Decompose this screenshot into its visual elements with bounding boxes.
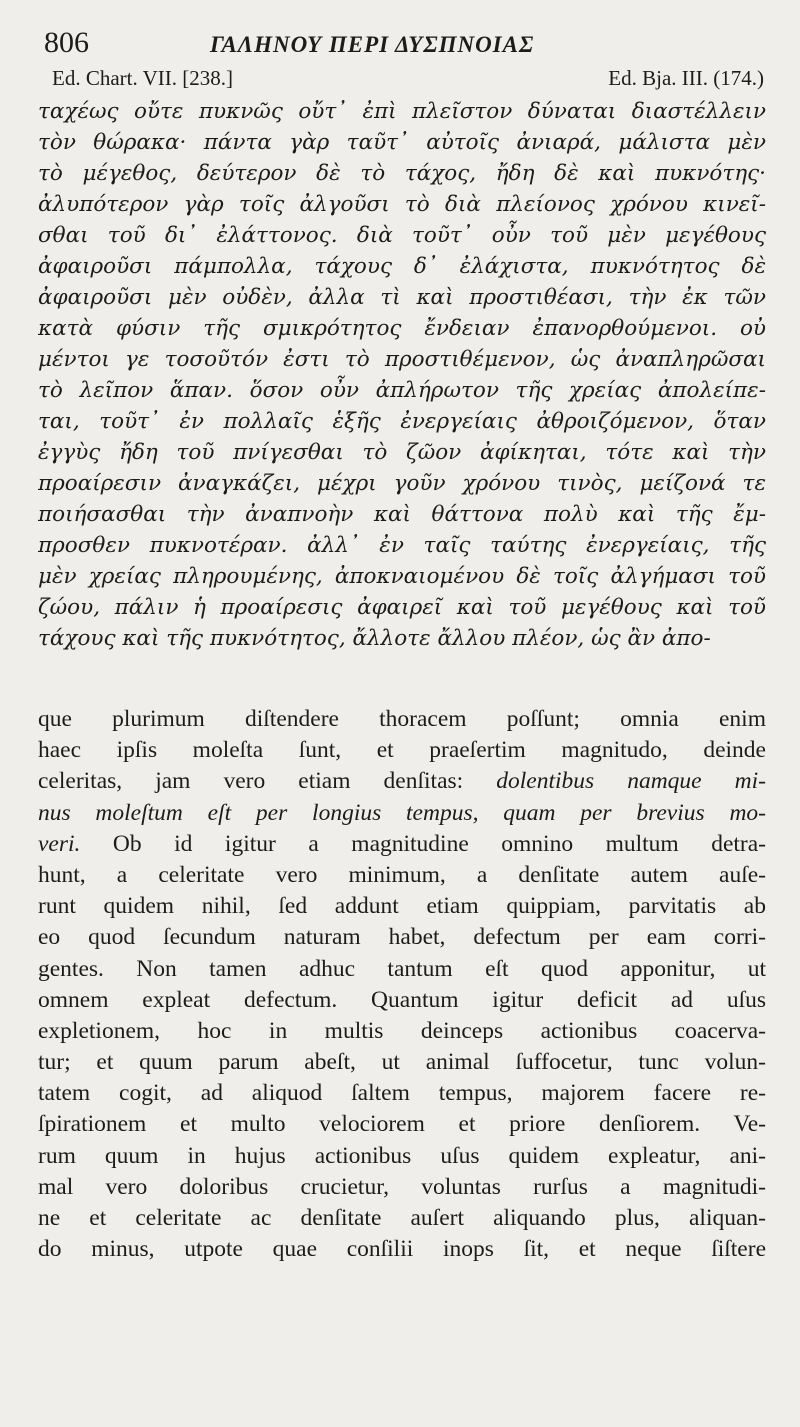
latin-line	[38, 954, 766, 985]
latin-line	[38, 704, 766, 735]
greek-line: μὲν χρείας πληρουμένης, ἀποκναιομένου δὲ τοῖς ἀλγήμασι τοῦ	[38, 564, 766, 589]
latin-line	[38, 1141, 766, 1172]
greek-line: ζώου, πάλιν ἡ προαίρεσις ἀφαιρεῖ καὶ τοῦ μεγέθους καὶ τοῦ	[38, 595, 766, 620]
italic-segment: veri.	[38, 830, 81, 857]
text-segment: mal vero doloribus crucietur, voluntas rurſus a magnitudi-	[38, 1173, 766, 1200]
latin-line	[38, 735, 766, 766]
text-segment: do minus, utpote quae conſilii inops ſit, et neque ſiſtere	[38, 1236, 766, 1263]
page-number: 806	[44, 26, 89, 59]
latin-line	[38, 829, 766, 860]
text-segment: ſpirationem et multo velociorem et priore denſiorem. Ve-	[38, 1111, 766, 1138]
text-segment: ne et celeritate ac denſitate auſert aliquando plus, aliquan-	[38, 1205, 766, 1231]
latin-line	[38, 1047, 766, 1078]
greek-line: ἐγγὺς ἤδη τοῦ πνίγεσθαι τὸ ζῶον ἀφίκηται, τότε καὶ τὴν	[38, 440, 766, 465]
latin-line	[38, 1172, 766, 1203]
greek-line: τάχους καὶ τῆς πυκνότητος, ἄλλοτε ἄλλου πλέον, ὡς ἂν ἀπο-	[38, 626, 711, 651]
latin-line	[38, 1016, 766, 1047]
greek-line: ἀφαιροῦσι πάμπολλα, τάχους δ᾽ ἐλάχιστα, πυκνότητος δὲ	[38, 254, 766, 279]
greek-line: προαίρεσιν ἀναγκάζει, μέχρι γοῦν χρόνου τινὸς, μείζονά τε	[38, 471, 766, 496]
running-head	[38, 22, 766, 66]
text-segment: rum quum in hujus actionibus uſus quidem expleatur, ani-	[38, 1142, 766, 1169]
text-segment: celeritas, jam vero etiam denſitas:	[38, 768, 497, 795]
greek-line: κατὰ φύσιν τῆς σμικρότητος ἔνδειαν ἐπανορθούμενοι. οὐ	[38, 316, 766, 341]
text-segment: que plurimum diſtendere thoracem poſſunt; omnia enim	[38, 706, 766, 732]
latin-line	[38, 922, 766, 953]
italic-segment: dolentibus namque mi-	[496, 768, 766, 795]
latin-line	[38, 766, 766, 797]
edition-chartier: Ed. Chart. VII. [238.]	[52, 66, 233, 90]
greek-line: ἀφαιροῦσι μὲν οὐδὲν, ἀλλα τὶ καὶ προστιθέασι, τὴν ἐκ τῶν	[38, 285, 766, 310]
edition-basel: Ed. Bja. III. (174.)	[608, 66, 764, 90]
greek-line: σθαι τοῦ δι᾽ ἐλάττονος. διὰ τοῦτ᾽ οὖν τοῦ μὲν μεγέθους	[38, 223, 766, 248]
latin-line	[38, 1234, 766, 1265]
greek-line: προσθεν πυκνοτέραν. ἀλλ᾽ ἐν ταῖς ταύτης ἐνεργείαις, τῆς	[38, 533, 766, 558]
text-segment: Ob id igitur a magnitudine omnino multum detra-	[80, 830, 766, 857]
text-segment: gentes. Non tamen adhuc tantum eſt quod apponitur, ut	[38, 955, 766, 982]
text-segment: expletionem, hoc in multis deinceps actionibus coacerva-	[38, 1017, 766, 1044]
italic-segment: nus moleſtum eſt per longius tempus, quam per brevius mo-	[38, 799, 766, 826]
greek-text	[38, 96, 766, 654]
greek-line: τὸν θώρακα· πάντα γὰρ ταῦτ᾽ αὐτοῖς ἀνιαρά, μάλιστα μὲν	[38, 130, 766, 155]
latin-line	[38, 891, 766, 922]
latin-line	[38, 1203, 766, 1234]
latin-line	[38, 798, 766, 829]
latin-line	[38, 985, 766, 1016]
text-segment: haec ipſis moleſta ſunt, et praeſertim magnitudo, deinde	[38, 737, 766, 764]
header-title: ΓΑΛΗΝΟΥ ΠΕΡΙ ΔΥΣΠΝΟΙΑΣ	[210, 32, 535, 57]
text-segment: omnem expleat defectum. Quantum igitur deficit ad uſus	[38, 986, 766, 1013]
latin-line	[38, 860, 766, 891]
greek-line: ταχέως οὔτε πυκνῶς οὔτ᾽ ἐπὶ πλεῖστον δύναται διαστέλλειν	[38, 99, 766, 124]
latin-line	[38, 1109, 766, 1140]
greek-line: μέντοι γε τοσοῦτόν ἐστι τὸ προστιθέμενον, ὡς ἀναπληρῶσαι	[38, 347, 766, 372]
greek-line: ἀλυπότερον γὰρ τοῖς ἀλγοῦσι τὸ διὰ πλείονος χρόνου κινεῖ-	[38, 192, 766, 217]
greek-line: ποιήσασθαι τὴν ἀναπνοὴν καὶ θάττονα πολὺ καὶ τῆς ἔμ-	[38, 502, 766, 527]
text-segment: hunt, a celeritate vero minimum, a denſitate autem auſe-	[38, 861, 766, 888]
greek-line: ται, τοῦτ᾽ ἐν πολλαῖς ἑξῆς ἐνεργείαις ἀθροιζόμενον, ὅταν	[38, 409, 766, 434]
edition-references	[38, 66, 766, 96]
text-segment: runt quidem nihil, ſed addunt etiam quippiam, parvitatis ab	[38, 893, 766, 920]
text-segment: tatem cogit, ad aliquod ſaltem tempus, majorem facere re-	[38, 1080, 766, 1107]
latin-translation	[38, 704, 766, 1265]
text-segment: eo quod ſecundum naturam habet, defectum per eam corri-	[38, 924, 766, 951]
greek-line: τὸ μέγεθος, δεύτερον δὲ τὸ τάχος, ἤδη δὲ καὶ πυκνότης·	[38, 161, 766, 186]
section-gap	[38, 654, 766, 704]
latin-line	[38, 1078, 766, 1109]
text-segment: tur; et quum parum abeſt, ut animal ſuffocetur, tunc volun-	[38, 1049, 766, 1076]
greek-line: τὸ λεῖπον ἅπαν. ὅσον οὖν ἀπλήρωτον τῆς χρείας ἀπολείπε-	[38, 378, 766, 403]
